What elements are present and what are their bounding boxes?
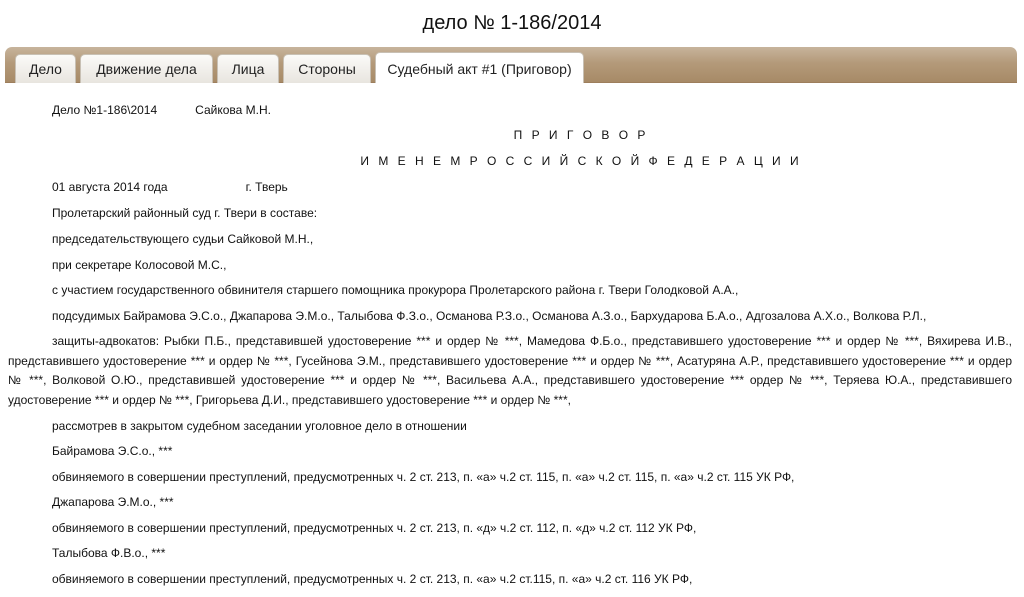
verdict-date: 01 августа 2014 года xyxy=(52,180,168,194)
text-line: подсудимых Байрамова Э.С.о., Джапарова Э.М.о., Талыбова Ф.З.о., Османова Р.З.о., Османова А.З.о., Бархударова Б.А.о., Адгозалова А.Х.о., Волкова Р.Л., xyxy=(52,309,927,323)
text-line: рассмотрев в закрытом судебном заседании уголовное дело в отношении xyxy=(52,419,467,433)
charge-line: обвиняемого в совершении преступлений, предусмотренных ч. 2 ст. 213, п. «д» ч.2 ст. 112, п. «д» ч.2 ст. 112 УК РФ, xyxy=(52,521,697,535)
date-city-line xyxy=(52,180,288,195)
defendant-name: Байрамова Э.С.о., *** xyxy=(52,444,173,458)
case-header-line xyxy=(52,103,271,118)
text-line: при секретаре Колосовой М.С., xyxy=(52,258,227,272)
page-title: дело № 1-186/2014 xyxy=(422,12,602,34)
tab-case[interactable]: Дело xyxy=(15,54,76,83)
defenders-paragraph: защиты-адвокатов: Рыбки П.Б., представившей удостоверение *** и ордер № ***, Мамедова Ф.Б.о., представившего удостоверение *** и ордер № ***, Вяхирева И.В., представившего удостоверение *** и ордер № ***, Гусейнова Э.М., представившего удостоверение *** и ордер № ***, Асатуряна А.Р., представившего удостоверение *** и ордер № ***, Волковой О.Ю., представившей удостоверение *** и ордер № ***, Васильева А.А., представившего удостоверение *** ордер № ***, Теряева Ю.А., представившего удостоверение *** и ордер № ***, Григорьева Д.И., представившего удостоверение *** и ордер № ***, xyxy=(8,334,1012,407)
verdict-heading: П Р И Г О В О Р xyxy=(513,128,649,142)
text-line: с участием государственного обвинителя старшего помощника прокурора Пролетарского района г. Твери Голодковой А.А., xyxy=(52,283,739,297)
text-line: Пролетарский районный суд г. Твери в составе: xyxy=(52,206,318,220)
text-line: председательствующего судьи Сайковой М.Н., xyxy=(52,232,314,246)
verdict-city: г. Тверь xyxy=(245,180,288,194)
charge-line: обвиняемого в совершении преступлений, предусмотренных ч. 2 ст. 213, п. «а» ч.2 ст.115, п. «а» ч.2 ст. 116 УК РФ, xyxy=(52,572,693,586)
defendant-name: Джапарова Э.М.о., *** xyxy=(52,495,174,509)
tab-bar xyxy=(5,47,1017,83)
defendant-name: Талыбова Ф.В.о., *** xyxy=(52,546,166,560)
tab-case-movement[interactable]: Движение дела xyxy=(80,54,213,83)
verdict-subheading: И М Е Н Е М Р О С С И Й С К О Й Ф Е Д Е Р А Ц И И xyxy=(360,154,802,168)
tab-persons[interactable]: Лица xyxy=(217,54,279,83)
tab-judicial-act[interactable]: Судебный акт #1 (Приговор) xyxy=(375,52,584,83)
case-number: Дело №1-186\2014 xyxy=(52,103,158,117)
judge-name: Сайкова М.Н. xyxy=(195,103,271,117)
tab-parties[interactable]: Стороны xyxy=(283,54,371,83)
charge-line: обвиняемого в совершении преступлений, предусмотренных ч. 2 ст. 213, п. «а» ч.2 ст. 115, п. «а» ч.2 ст. 115, п. «а» ч.2 ст. 115 УК РФ, xyxy=(52,470,795,484)
